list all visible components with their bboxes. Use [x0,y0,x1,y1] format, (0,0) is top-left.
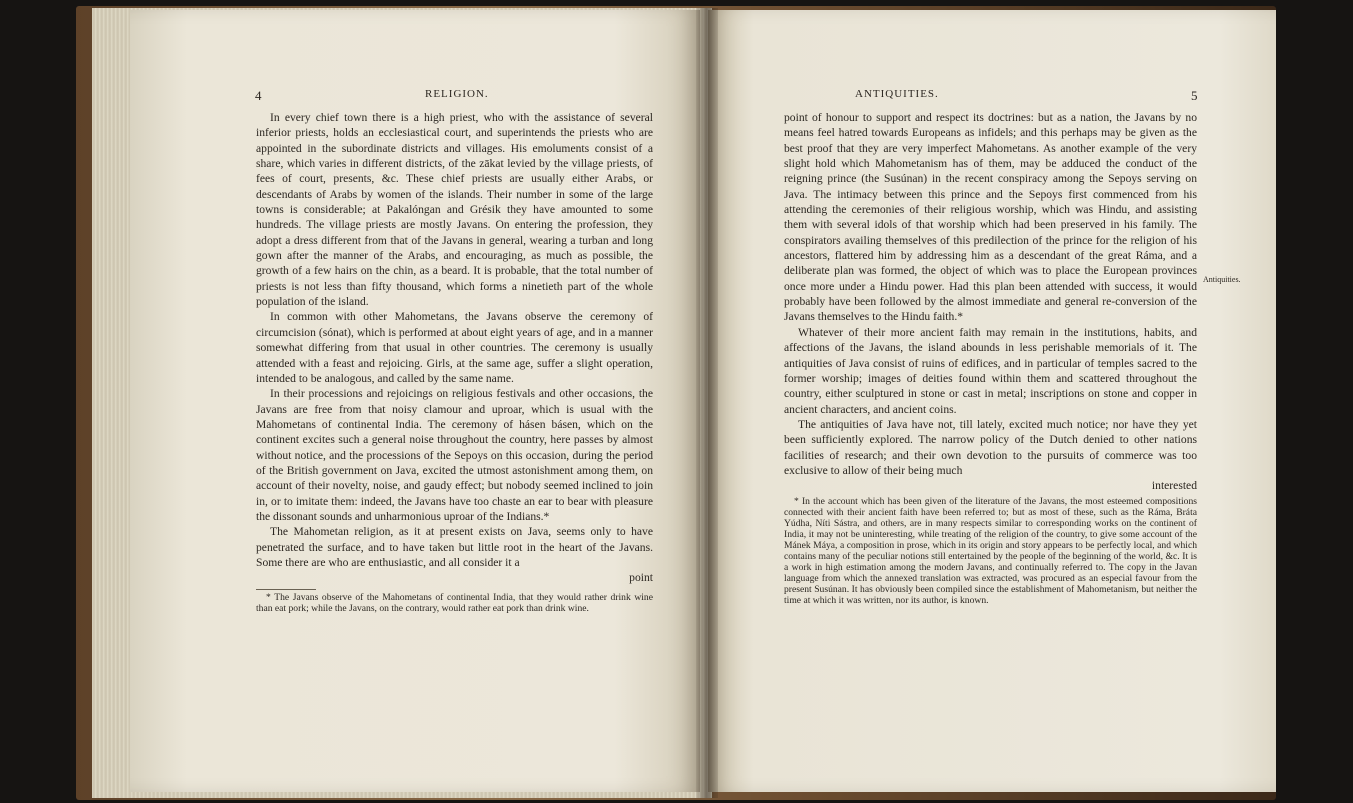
paragraph: In their processions and rejoicings on religious festivals and other occasions, the Javans are free from that noisy clamour and uproar, which is usual with the Mahometans of continental India. The ceremony of hásen básen, which on the continent excites such a general noise throughout the country, here passes by almost without notice, and the processions of the Sepoys on this occasion, during the period of the British government on Java, excited the utmost astonishment among them, on account of their novelty, noise, and gaudy effect; but nobody seemed inclined to join in, or to imitate them: indeed, the Javans have too chaste an ear to bear with pleasure the dissonant sounds and unharmonious uproar of the Indians.* [256,387,653,523]
running-head: ANTIQUITIES. [855,88,939,100]
right-page-text [784,110,1197,607]
running-head: RELIGION. [425,88,489,100]
left-page-text [256,110,653,614]
paragraph: In every chief town there is a high priest, who with the assistance of several inferior priests, holds an ecclesiastical court, and superintends the priests who are appointed in the subordinate districts and villages. His emoluments consist of a share, which varies in different districts, of the zākat levied by the village priests, of fees of court, presents, &c. These chief priests are usually either Arabs, or descendants of Arabs by women of the islands. Their number in some of the large towns is considerable; at Pakalóngan and Grésik they have amounted to some hundreds. The village priests are mostly Javans. On entering the profession, they adopt a dress different from that of the Javans in general, wearing a turban and long gown after the manner of the Arabs, and encouraging, as much as possible, the growth of a few hairs on the chin, as a beard. It is probable, that the total number of priests is not less than fifty thousand, which forms a ninetieth part of the whole population of the island. [256,111,653,309]
marginal-note: Antiquities. [1203,275,1241,284]
catchword: interested [1151,479,1197,493]
footnote: * In the account which has been given of the literature of the Javans, the most esteemed compositions connected with their ancient faith have been referred to; but as most of these, such as the Ráma, Bráta Yúdha, Níti Sástra, and others, are in many respects similar to corresponding works on the continent of India, it may not be uninteresting, while treating of the religion of the country, to give some account of the Mánek Máya, a composition in prose, which in its origin and story appears to be perfectly local, and which contains many of the peculiar notions still entertained by the people of the beginning of the world, &c. It is a work in high estimation among the modern Javans, and continually referred to. The copy in the Javan language from which the annexed translation was extracted, was procured as an especial favour from the present Susúnan. It has obviously been compiled since the establishment of Mahometanism, but neither the time at which it was written, nor its author, is known. [784,495,1197,607]
footnote: * The Javans observe of the Mahometans of continental India, that they would rather drink wine than eat pork; while the Javans, on the contrary, would rather eat pork than drink wine. [256,591,653,614]
right-page [708,10,1276,792]
page-number: 5 [1191,88,1199,103]
page-number: 4 [255,88,263,103]
footnote-rule [256,589,316,590]
paragraph: point of honour to support and respect its doctrines: but as a nation, the Javans by no means feel hatred towards Europeans as infidels; and this perhaps may be given as the best proof that they are very imperfect Mahometans. As another example of the very slight hold which Mahometanism has of them, may be adduced the conduct of the reigning prince (the Susúnan) in the recent conspiracy among the Sepoys serving on Java. The intimacy between this prince and the Sepoys first commenced from his attending the ceremonies of their religious worship, which was Hindu, and assisting them with several idols of that worship which had been preserved in his family. The conspirators availing themselves of this predilection of the prince for the religion of his ancestors, flattered him by addressing him as a descendant of the great Ráma, and a deliberate plan was formed, the object of which was to place the European provinces once more under a Hindu power. Had this plan been attended with success, it would probably have been followed by the almost immediate and general re-conversion of the Javans themselves to the Hindu faith.* [784,111,1197,324]
paragraph: The antiquities of Java have not, till lately, excited much notice; nor have they yet been sufficiently explored. The narrow policy of the Dutch denied to other nations facilities of research; and their own devotion to the pursuits of commerce was too exclusive to allow of their being much [784,417,1197,477]
paragraph: The Mahometan religion, as it at present exists on Java, seems only to have penetrated the surface, and to have taken but little root in the heart of the Javans. Some there are who are enthusiastic, and all consider it a [256,525,653,569]
paragraph: Whatever of their more ancient faith may remain in the institutions, habits, and affections of the Javans, the island abounds in less perishable memorials of it. The antiquities of Java consist of ruins of edifices, and in particular of temples sacred to the former worship; images of deities found within them and scattered throughout the country, either sculptured in stone or cast in metal; inscriptions on stone and copper in ancient characters, and ancient coins. [784,325,1197,416]
catchword: point [629,571,653,585]
book-gutter [696,8,718,798]
left-page [130,10,700,792]
paragraph: In common with other Mahometans, the Javans observe the ceremony of circumcision (sónat), which is performed at about eight years of age, and in a manner somewhat differing from that usual in other countries. The ceremony is usually attended with a feast and rejoicing. Girls, at the same age, suffer a slight operation, intended to be analogous, and called by the same name. [256,310,653,385]
